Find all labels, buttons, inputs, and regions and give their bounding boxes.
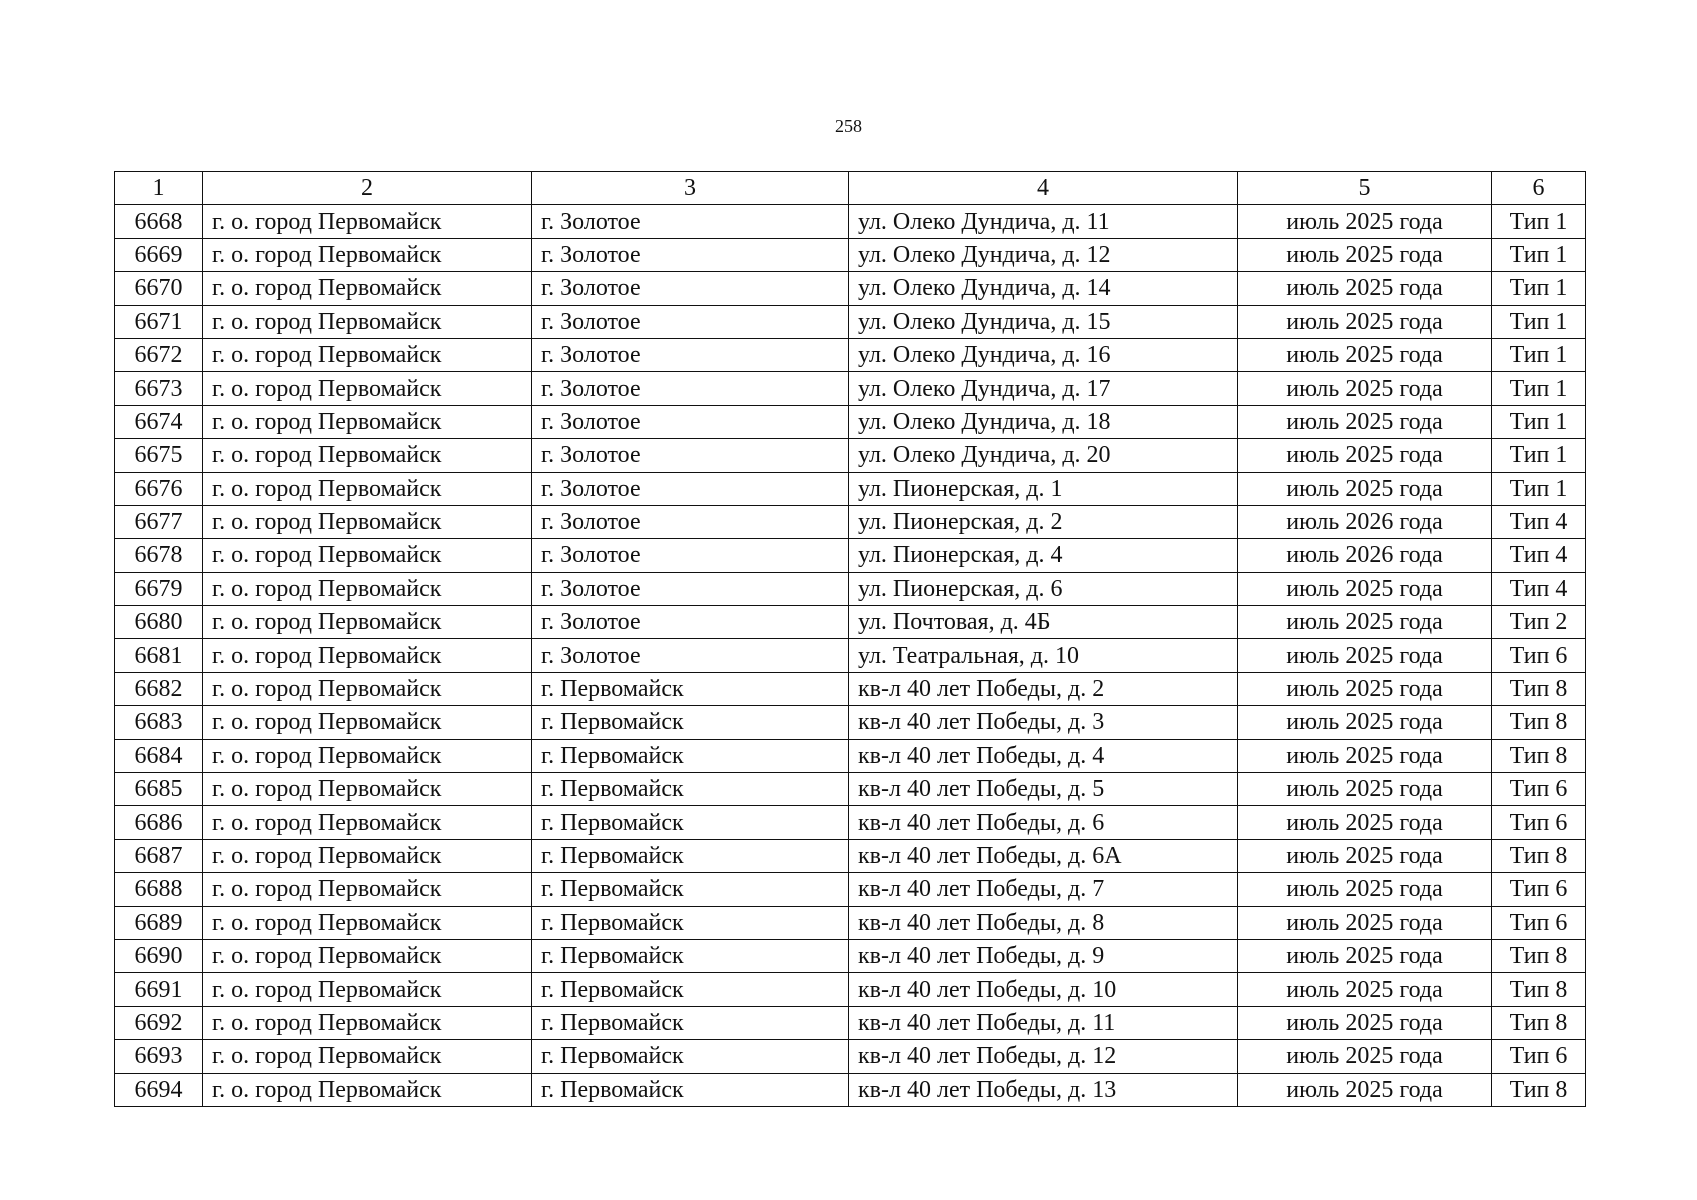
cell-district: г. о. город Первомайск [203,839,532,872]
cell-number: 6686 [115,806,203,839]
cell-address: кв-л 40 лет Победы, д. 12 [849,1040,1238,1073]
cell-number: 6681 [115,639,203,672]
cell-type: Тип 6 [1492,773,1586,806]
cell-period: июль 2025 года [1238,739,1492,772]
table-row [115,272,1586,305]
cell-period: июль 2025 года [1238,773,1492,806]
cell-address: кв-л 40 лет Победы, д. 6А [849,839,1238,872]
table-row [115,606,1586,639]
cell-type: Тип 6 [1492,639,1586,672]
table-row [115,1073,1586,1106]
cell-settlement: г. Первомайск [532,806,849,839]
cell-address: ул. Пионерская, д. 4 [849,539,1238,572]
cell-district: г. о. город Первомайск [203,505,532,538]
table-row [115,372,1586,405]
cell-settlement: г. Первомайск [532,739,849,772]
table-row [115,539,1586,572]
table-row [115,405,1586,438]
table-row [115,338,1586,371]
table-row [115,939,1586,972]
table-header-row [115,172,1586,205]
table-row [115,739,1586,772]
cell-number: 6677 [115,505,203,538]
column-header-3: 3 [532,172,849,205]
cell-type: Тип 1 [1492,405,1586,438]
cell-settlement: г. Первомайск [532,672,849,705]
cell-address: кв-л 40 лет Победы, д. 2 [849,672,1238,705]
table-row [115,305,1586,338]
cell-district: г. о. город Первомайск [203,806,532,839]
cell-period: июль 2025 года [1238,439,1492,472]
cell-type: Тип 1 [1492,272,1586,305]
table-row [115,238,1586,271]
table-row [115,572,1586,605]
cell-number: 6678 [115,539,203,572]
cell-number: 6689 [115,906,203,939]
column-header-2: 2 [203,172,532,205]
cell-number: 6669 [115,238,203,271]
cell-address: кв-л 40 лет Победы, д. 11 [849,1006,1238,1039]
cell-number: 6690 [115,939,203,972]
cell-type: Тип 1 [1492,439,1586,472]
cell-district: г. о. город Первомайск [203,973,532,1006]
cell-address: ул. Олеко Дундича, д. 12 [849,238,1238,271]
cell-type: Тип 6 [1492,1040,1586,1073]
cell-period: июль 2025 года [1238,839,1492,872]
cell-district: г. о. город Первомайск [203,773,532,806]
cell-period: июль 2025 года [1238,405,1492,438]
cell-district: г. о. город Первомайск [203,572,532,605]
table-row [115,706,1586,739]
cell-settlement: г. Золотое [532,572,849,605]
cell-address: ул. Олеко Дундича, д. 11 [849,205,1238,238]
cell-type: Тип 6 [1492,806,1586,839]
cell-number: 6672 [115,338,203,371]
cell-address: ул. Почтовая, д. 4Б [849,606,1238,639]
table-row [115,505,1586,538]
cell-district: г. о. город Первомайск [203,205,532,238]
cell-number: 6676 [115,472,203,505]
cell-district: г. о. город Первомайск [203,706,532,739]
cell-type: Тип 1 [1492,472,1586,505]
cell-address: ул. Пионерская, д. 1 [849,472,1238,505]
cell-address: ул. Олеко Дундича, д. 20 [849,439,1238,472]
cell-settlement: г. Золотое [532,439,849,472]
table-row [115,472,1586,505]
cell-period: июль 2025 года [1238,973,1492,1006]
page-number: 258 [835,116,862,136]
table-row [115,1006,1586,1039]
cell-district: г. о. город Первомайск [203,405,532,438]
cell-period: июль 2025 года [1238,1073,1492,1106]
column-header-5: 5 [1238,172,1492,205]
cell-number: 6688 [115,873,203,906]
column-header-4: 4 [849,172,1238,205]
cell-number: 6670 [115,272,203,305]
cell-type: Тип 1 [1492,372,1586,405]
cell-address: кв-л 40 лет Победы, д. 10 [849,973,1238,1006]
table-row [115,806,1586,839]
cell-period: июль 2025 года [1238,238,1492,271]
cell-address: ул. Олеко Дундича, д. 14 [849,272,1238,305]
cell-settlement: г. Золотое [532,338,849,371]
cell-period: июль 2025 года [1238,706,1492,739]
cell-district: г. о. город Первомайск [203,672,532,705]
cell-district: г. о. город Первомайск [203,539,532,572]
cell-type: Тип 4 [1492,572,1586,605]
cell-settlement: г. Первомайск [532,1040,849,1073]
cell-number: 6685 [115,773,203,806]
cell-district: г. о. город Первомайск [203,338,532,371]
cell-number: 6683 [115,706,203,739]
cell-period: июль 2025 года [1238,338,1492,371]
cell-settlement: г. Золотое [532,272,849,305]
cell-district: г. о. город Первомайск [203,238,532,271]
cell-number: 6679 [115,572,203,605]
cell-type: Тип 6 [1492,906,1586,939]
cell-type: Тип 1 [1492,205,1586,238]
cell-period: июль 2025 года [1238,906,1492,939]
cell-type: Тип 1 [1492,338,1586,371]
cell-district: г. о. город Первомайск [203,873,532,906]
cell-number: 6671 [115,305,203,338]
cell-district: г. о. город Первомайск [203,906,532,939]
table-row [115,839,1586,872]
cell-district: г. о. город Первомайск [203,939,532,972]
cell-period: июль 2025 года [1238,1040,1492,1073]
cell-period: июль 2025 года [1238,806,1492,839]
table-row [115,773,1586,806]
table-row [115,205,1586,238]
cell-number: 6687 [115,839,203,872]
register-table [114,171,1586,1107]
cell-settlement: г. Первомайск [532,1006,849,1039]
cell-period: июль 2025 года [1238,372,1492,405]
cell-settlement: г. Первомайск [532,939,849,972]
table-row [115,639,1586,672]
cell-period: июль 2025 года [1238,205,1492,238]
cell-district: г. о. город Первомайск [203,472,532,505]
cell-settlement: г. Золотое [532,472,849,505]
cell-district: г. о. город Первомайск [203,372,532,405]
cell-settlement: г. Золотое [532,405,849,438]
cell-settlement: г. Первомайск [532,706,849,739]
cell-period: июль 2025 года [1238,672,1492,705]
table-row [115,1040,1586,1073]
cell-address: ул. Театральная, д. 10 [849,639,1238,672]
cell-type: Тип 8 [1492,672,1586,705]
cell-district: г. о. город Первомайск [203,606,532,639]
cell-district: г. о. город Первомайск [203,305,532,338]
cell-settlement: г. Первомайск [532,839,849,872]
cell-settlement: г. Золотое [532,539,849,572]
table-row [115,973,1586,1006]
cell-period: июль 2025 года [1238,873,1492,906]
cell-number: 6684 [115,739,203,772]
cell-period: июль 2025 года [1238,572,1492,605]
cell-address: кв-л 40 лет Победы, д. 4 [849,739,1238,772]
cell-number: 6682 [115,672,203,705]
cell-period: июль 2026 года [1238,505,1492,538]
table-body [115,205,1586,1107]
cell-number: 6692 [115,1006,203,1039]
table-row [115,672,1586,705]
cell-period: июль 2025 года [1238,606,1492,639]
column-header-6: 6 [1492,172,1586,205]
cell-type: Тип 4 [1492,539,1586,572]
cell-address: кв-л 40 лет Победы, д. 3 [849,706,1238,739]
cell-address: ул. Пионерская, д. 2 [849,505,1238,538]
cell-settlement: г. Золотое [532,305,849,338]
cell-settlement: г. Золотое [532,238,849,271]
cell-number: 6694 [115,1073,203,1106]
cell-settlement: г. Первомайск [532,973,849,1006]
cell-number: 6680 [115,606,203,639]
cell-type: Тип 8 [1492,939,1586,972]
cell-type: Тип 8 [1492,739,1586,772]
cell-address: ул. Олеко Дундича, д. 15 [849,305,1238,338]
cell-district: г. о. город Первомайск [203,272,532,305]
cell-address: кв-л 40 лет Победы, д. 5 [849,773,1238,806]
cell-type: Тип 8 [1492,839,1586,872]
cell-settlement: г. Первомайск [532,873,849,906]
cell-number: 6693 [115,1040,203,1073]
cell-number: 6674 [115,405,203,438]
cell-address: ул. Пионерская, д. 6 [849,572,1238,605]
cell-address: кв-л 40 лет Победы, д. 9 [849,939,1238,972]
cell-period: июль 2025 года [1238,305,1492,338]
cell-period: июль 2025 года [1238,472,1492,505]
cell-period: июль 2025 года [1238,939,1492,972]
cell-type: Тип 8 [1492,1006,1586,1039]
cell-period: июль 2026 года [1238,539,1492,572]
cell-number: 6668 [115,205,203,238]
table-row [115,873,1586,906]
cell-settlement: г. Золотое [532,372,849,405]
cell-number: 6675 [115,439,203,472]
cell-settlement: г. Первомайск [532,773,849,806]
cell-settlement: г. Первомайск [532,1073,849,1106]
cell-settlement: г. Первомайск [532,906,849,939]
cell-address: ул. Олеко Дундича, д. 18 [849,405,1238,438]
cell-district: г. о. город Первомайск [203,739,532,772]
cell-type: Тип 1 [1492,305,1586,338]
cell-address: ул. Олеко Дундича, д. 17 [849,372,1238,405]
cell-type: Тип 2 [1492,606,1586,639]
cell-settlement: г. Золотое [532,639,849,672]
table-row [115,906,1586,939]
cell-district: г. о. город Первомайск [203,1040,532,1073]
cell-type: Тип 1 [1492,238,1586,271]
cell-period: июль 2025 года [1238,272,1492,305]
cell-number: 6673 [115,372,203,405]
cell-type: Тип 6 [1492,873,1586,906]
cell-type: Тип 8 [1492,973,1586,1006]
cell-settlement: г. Золотое [532,205,849,238]
cell-district: г. о. город Первомайск [203,1073,532,1106]
cell-district: г. о. город Первомайск [203,439,532,472]
cell-address: кв-л 40 лет Победы, д. 7 [849,873,1238,906]
cell-period: июль 2025 года [1238,639,1492,672]
cell-type: Тип 8 [1492,1073,1586,1106]
cell-district: г. о. город Первомайск [203,639,532,672]
cell-address: кв-л 40 лет Победы, д. 13 [849,1073,1238,1106]
cell-number: 6691 [115,973,203,1006]
column-header-1: 1 [115,172,203,205]
cell-settlement: г. Золотое [532,606,849,639]
cell-settlement: г. Золотое [532,505,849,538]
cell-address: ул. Олеко Дундича, д. 16 [849,338,1238,371]
cell-type: Тип 8 [1492,706,1586,739]
cell-address: кв-л 40 лет Победы, д. 8 [849,906,1238,939]
table-row [115,439,1586,472]
cell-address: кв-л 40 лет Победы, д. 6 [849,806,1238,839]
cell-type: Тип 4 [1492,505,1586,538]
cell-district: г. о. город Первомайск [203,1006,532,1039]
cell-period: июль 2025 года [1238,1006,1492,1039]
